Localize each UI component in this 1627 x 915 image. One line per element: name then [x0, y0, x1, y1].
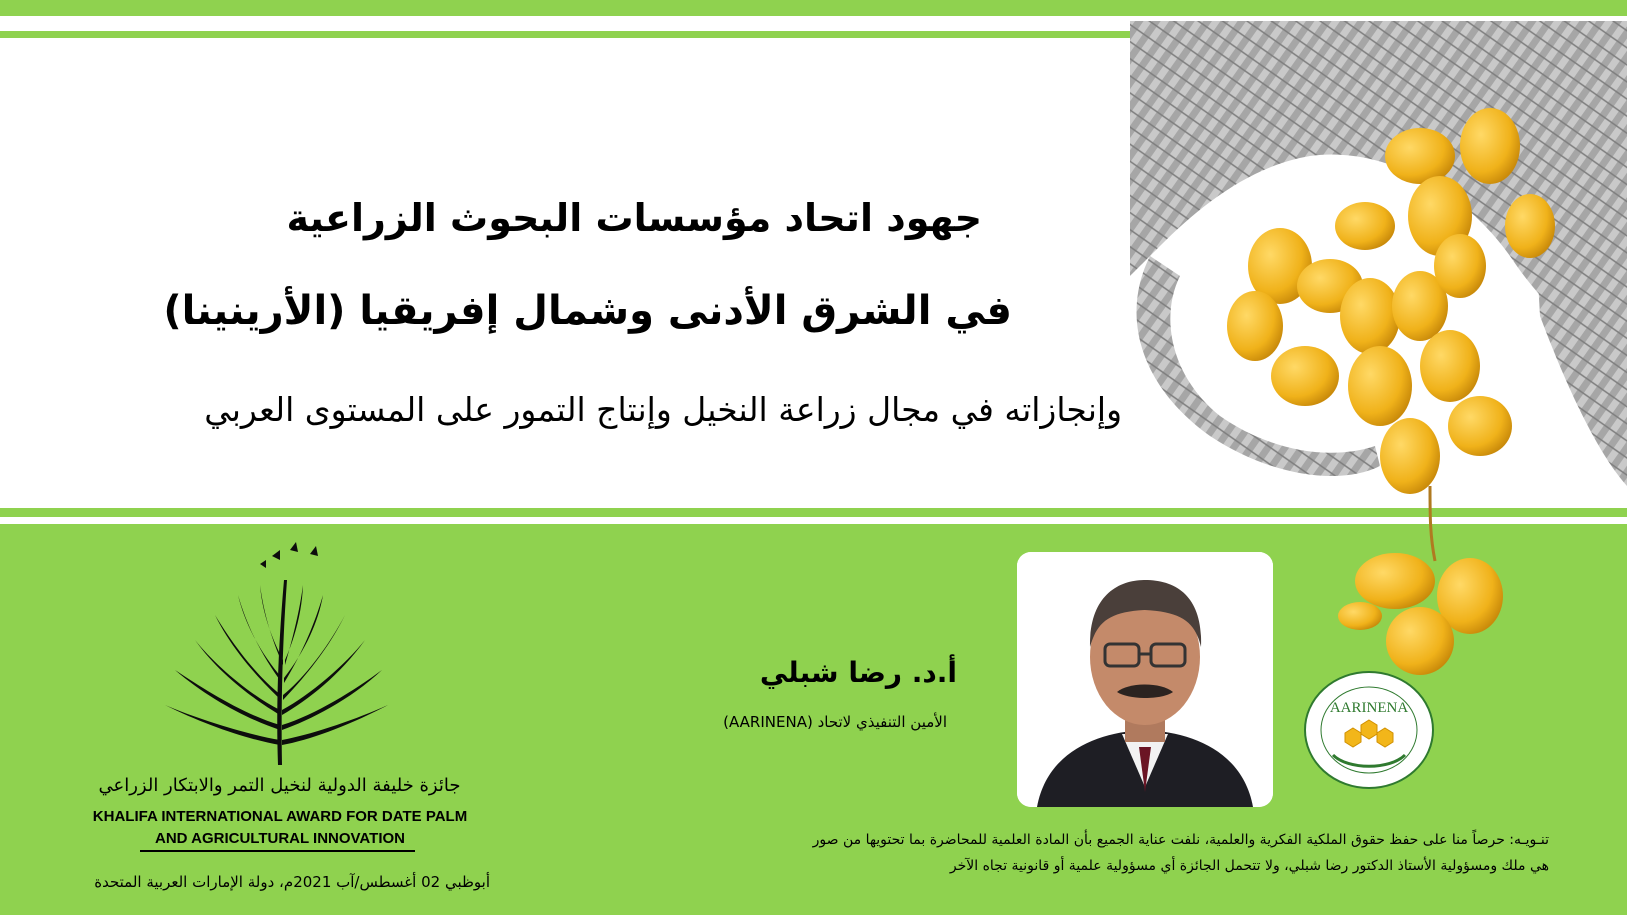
- slide-title-line-2: في الشرق الأدنى وشمال إفريقيا (الأرينينا): [163, 288, 1012, 334]
- palm-leaf-logo-icon: [160, 540, 390, 768]
- speaker-photo: [1017, 552, 1273, 807]
- speaker-name: أ.د. رضا شبلي: [759, 656, 957, 689]
- award-name-english-line-1: KHALIFA INTERNATIONAL AWARD FOR DATE PALM: [92, 808, 468, 825]
- top-divider-line: [0, 31, 1130, 38]
- speaker-role: الأمين التنفيذي لاتحاد (AARINENA): [723, 713, 947, 731]
- disclaimer-line-2: هي ملك ومسؤولية الأستاذ الدكتور رضا شبلي، ولا تتحمل الجائزة أي مسؤولية علمية أو قانونية تجاه الآخر: [949, 858, 1549, 874]
- date-place: أبوظبي 02 أغسطس/آب 2021م، دولة الإمارات العربية المتحدة: [94, 873, 490, 891]
- top-green-band: [0, 0, 1627, 16]
- slide-title-line-1: جهود اتحاد مؤسسات البحوث الزراعية: [286, 196, 982, 240]
- aarinena-seal-icon: [1303, 670, 1435, 790]
- award-name-english-line-2: AND AGRICULTURAL INNOVATION: [155, 830, 405, 847]
- disclaimer-line-1: تنـويـه: حرصاً منا على حفظ حقوق الملكية الفكرية والعلمية، نلفت عناية الجميع بأن المادة العلمية للمحاضرة بما تحتويها من صور: [812, 832, 1549, 848]
- slide-title-line-3: وإنجازاته في مجال زراعة النخيل وإنتاج التمور على المستوى العربي: [204, 390, 1122, 429]
- award-underline: [140, 850, 415, 852]
- seal-label: AARINENA: [1329, 700, 1409, 716]
- award-name-arabic: جائزة خليفة الدولية لنخيل التمر والابتكار الزراعي: [98, 775, 461, 796]
